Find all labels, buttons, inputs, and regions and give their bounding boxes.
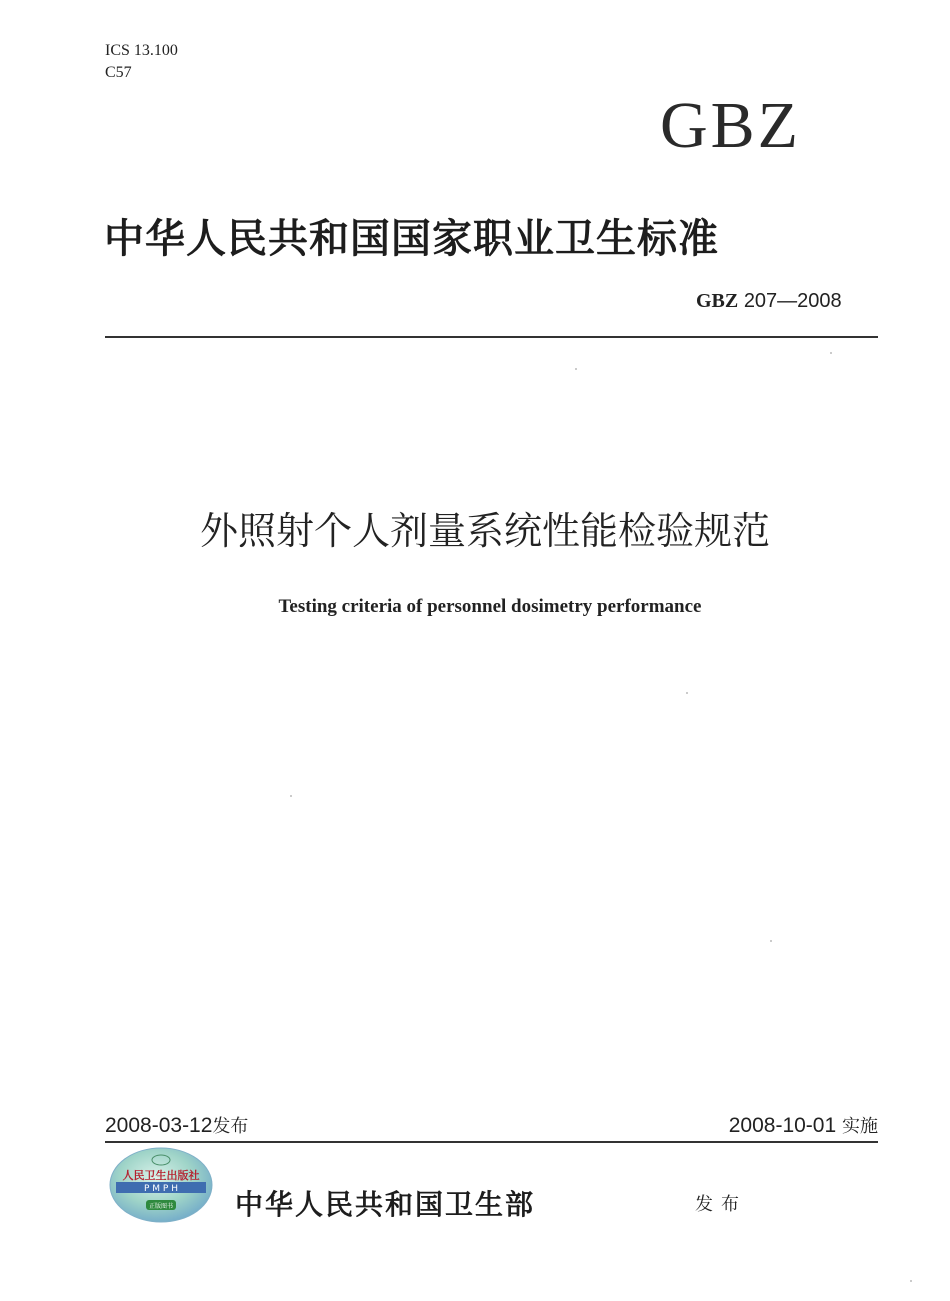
issue-date-suffix: 发布 — [212, 1116, 249, 1137]
standard-number-prefix: GBZ — [696, 290, 739, 312]
document-title-cn: 外照射个人剂量系统性能检验规范 — [199, 509, 770, 553]
implementation-date-suffix: 实施 — [842, 1116, 878, 1137]
classification-codes — [105, 40, 178, 84]
implementation-date — [700, 1112, 878, 1138]
national-standard-title: 中华人民共和国国家职业卫生标准 — [104, 215, 719, 262]
document-title-en: Testing criteria of personnel dosimetry performance — [278, 596, 702, 617]
ccs-code: C57 — [105, 64, 132, 81]
seal-band-text: P M P H — [144, 1184, 178, 1194]
implementation-date-value: 2008-10-01 — [728, 1114, 837, 1137]
top-divider — [105, 336, 878, 338]
gbz-logo: GBZ — [660, 89, 801, 162]
seal-top-text: 人民卫生出版社 — [122, 1169, 200, 1182]
ics-code: ICS 13.100 — [105, 42, 178, 59]
seal-bottom-text: 正版图书 — [148, 1203, 174, 1210]
standard-number — [696, 290, 842, 313]
standard-number-value: 207—2008 — [743, 290, 842, 312]
publisher-name: 中华人民共和国卫生部 — [235, 1188, 536, 1221]
publisher-seal-icon — [108, 1146, 214, 1224]
issue-date-value: 2008-03-12 — [105, 1114, 213, 1137]
publisher-suffix: 发布 — [695, 1194, 747, 1215]
issue-date — [105, 1112, 248, 1138]
bottom-divider — [105, 1141, 878, 1143]
